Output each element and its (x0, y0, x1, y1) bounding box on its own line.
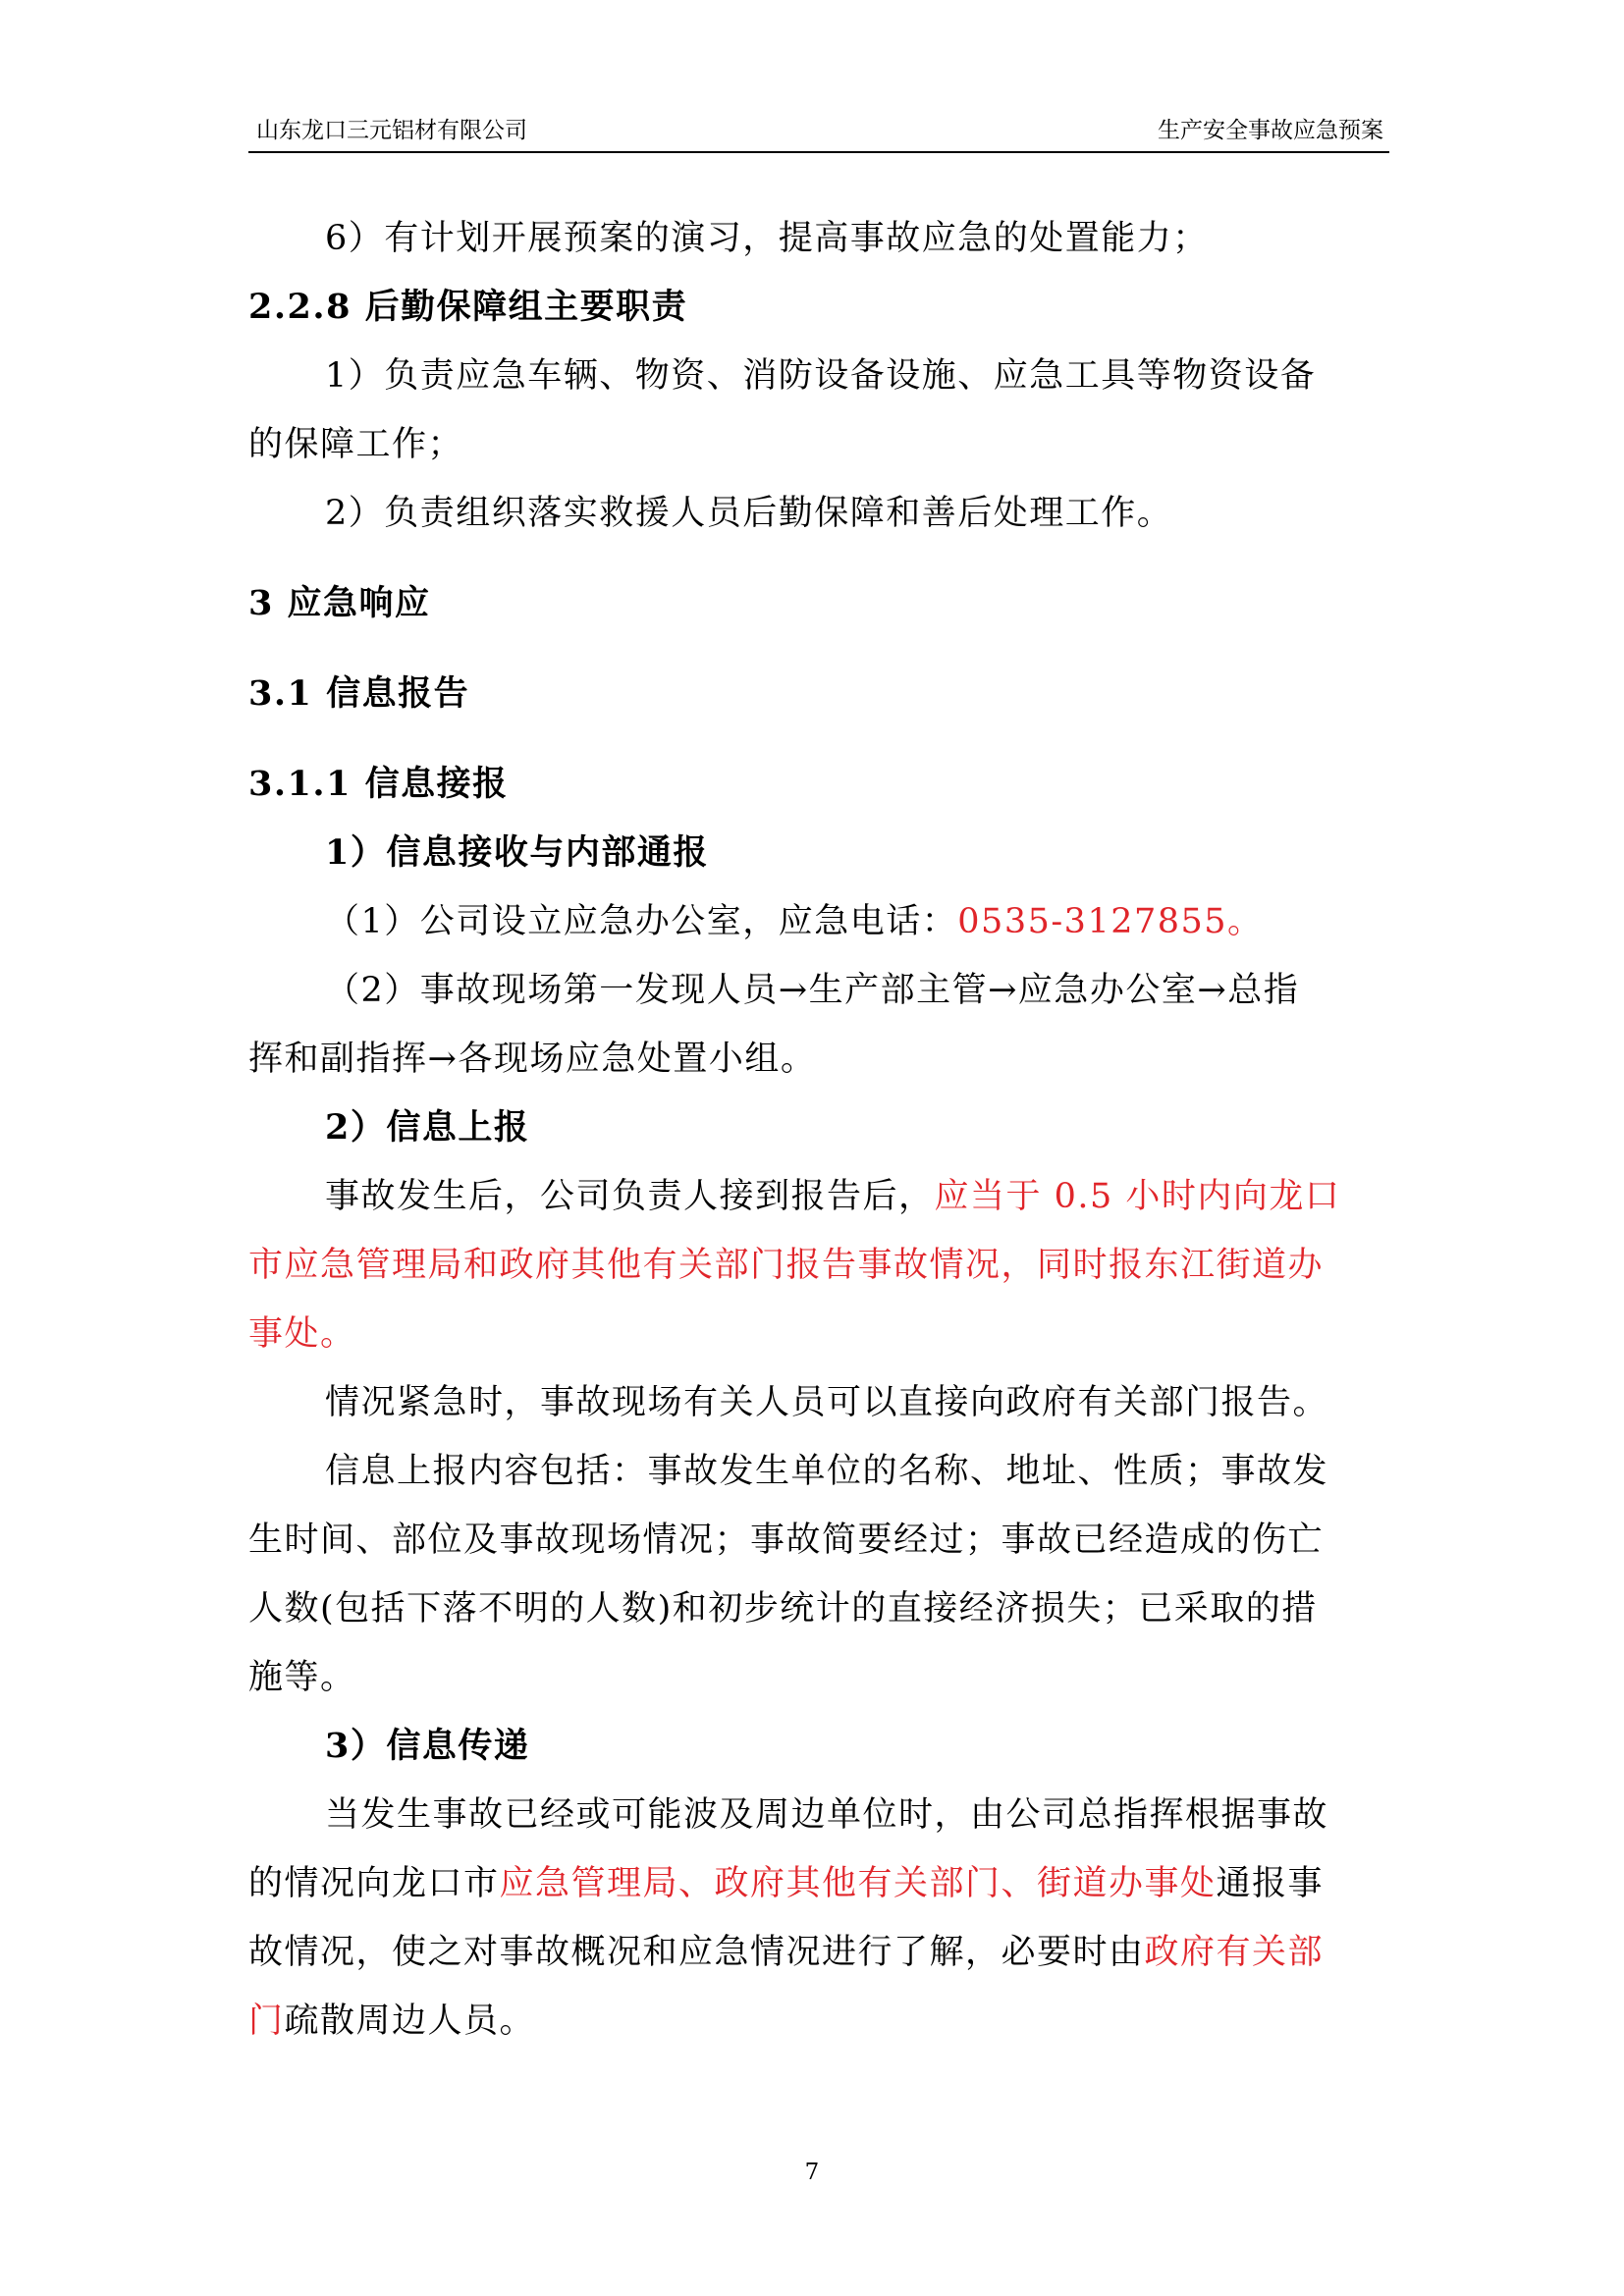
emergency-phone-number: 0535-3127855。 (957, 902, 1264, 941)
document-body (248, 204, 1389, 2056)
paragraph-report-deadline-line-3: 事处。 (248, 1314, 356, 1354)
paragraph-report-chain-line-1: （2）事故现场第一发现人员→生产部主管→应急办公室→总指 (325, 971, 1300, 1010)
paragraph-item-6: 6）有计划开展预案的演习，提高事故应急的处置能力； (325, 219, 1209, 258)
paragraph-report-content-line-3: 人数(包括下落不明的人数)和初步统计的直接经济损失；已采取的措 (248, 1589, 1318, 1629)
subheading-info-report: 2）信息上报 (325, 1107, 530, 1148)
paragraph-report-deadline-line-2: 市应急管理局和政府其他有关部门报告事故情况，同时报东江街道办 (248, 1246, 1325, 1285)
paragraph-report-content-line-1: 信息上报内容包括：事故发生单位的名称、地址、性质；事故发 (325, 1452, 1329, 1491)
transfer-agencies-highlight: 应急管理局、政府其他有关部门、街道办事处 (499, 1864, 1217, 1903)
spacer (248, 728, 1389, 750)
transfer-government-highlight-end: 门 (248, 2002, 285, 2041)
paragraph-transfer-line-2 (248, 1849, 1389, 1918)
paragraph-report-deadline-line-1 (248, 1162, 1389, 1231)
header-document-title: 生产安全事故应急预案 (1158, 118, 1383, 143)
spacer (248, 638, 1389, 660)
paragraph-report-content-line-4: 施等。 (248, 1658, 356, 1697)
transfer-text-2: 通报事 (1216, 1864, 1325, 1903)
paragraph-emergency-phone (248, 887, 1389, 956)
page-header (248, 114, 1389, 153)
paragraph-urgent-report: 情况紧急时，事故现场有关人员可以直接向政府有关部门报告。 (325, 1383, 1329, 1422)
paragraph-transfer-line-1: 当发生事故已经或可能波及周边单位时，由公司总指挥根据事故 (325, 1795, 1329, 1835)
heading-2-2-8: 2.2.8 后勤保障组主要职责 (248, 287, 688, 327)
transfer-text-1: 的情况向龙口市 (248, 1864, 500, 1903)
paragraph-report-content-line-2: 生时间、部位及事故现场情况；事故简要经过；事故已经造成的伤亡 (248, 1521, 1325, 1560)
header-company-name: 山东龙口三元铝材有限公司 (256, 118, 527, 143)
report-deadline-highlight: 应当于 0.5 小时内向龙口 (934, 1177, 1341, 1216)
spacer (248, 548, 1389, 569)
subheading-info-transfer: 3）信息传递 (325, 1726, 530, 1766)
paragraph-transfer-line-4 (248, 1987, 1389, 2056)
heading-3-1-1: 3.1.1 信息接报 (248, 764, 509, 804)
paragraph-logistics-1-line-2: 的保障工作； (248, 425, 464, 464)
transfer-text-3: 故情况，使之对事故概况和应急情况进行了解，必要时由 (248, 1933, 1145, 1972)
paragraph-transfer-line-3 (248, 1918, 1389, 1987)
paragraph-logistics-1-line-1: 1）负责应急车辆、物资、消防设备设施、应急工具等物资设备 (325, 356, 1317, 396)
transfer-government-highlight: 政府有关部 (1144, 1933, 1325, 1972)
transfer-text-4: 疏散周边人员。 (284, 2002, 536, 2041)
paragraph-logistics-2: 2）负责组织落实救援人员后勤保障和善后处理工作。 (325, 494, 1173, 533)
heading-3-1: 3.1 信息报告 (248, 673, 470, 714)
report-deadline-text: 事故发生后，公司负责人接到报告后， (325, 1177, 935, 1216)
subheading-info-receive: 1）信息接收与内部通报 (325, 832, 709, 873)
paragraph-report-chain-line-2: 挥和副指挥→各现场应急处置小组。 (248, 1040, 817, 1079)
emergency-phone-label: （1）公司设立应急办公室，应急电话： (325, 902, 958, 941)
page-number: 7 (804, 2160, 820, 2185)
heading-3: 3 应急响应 (248, 583, 431, 623)
